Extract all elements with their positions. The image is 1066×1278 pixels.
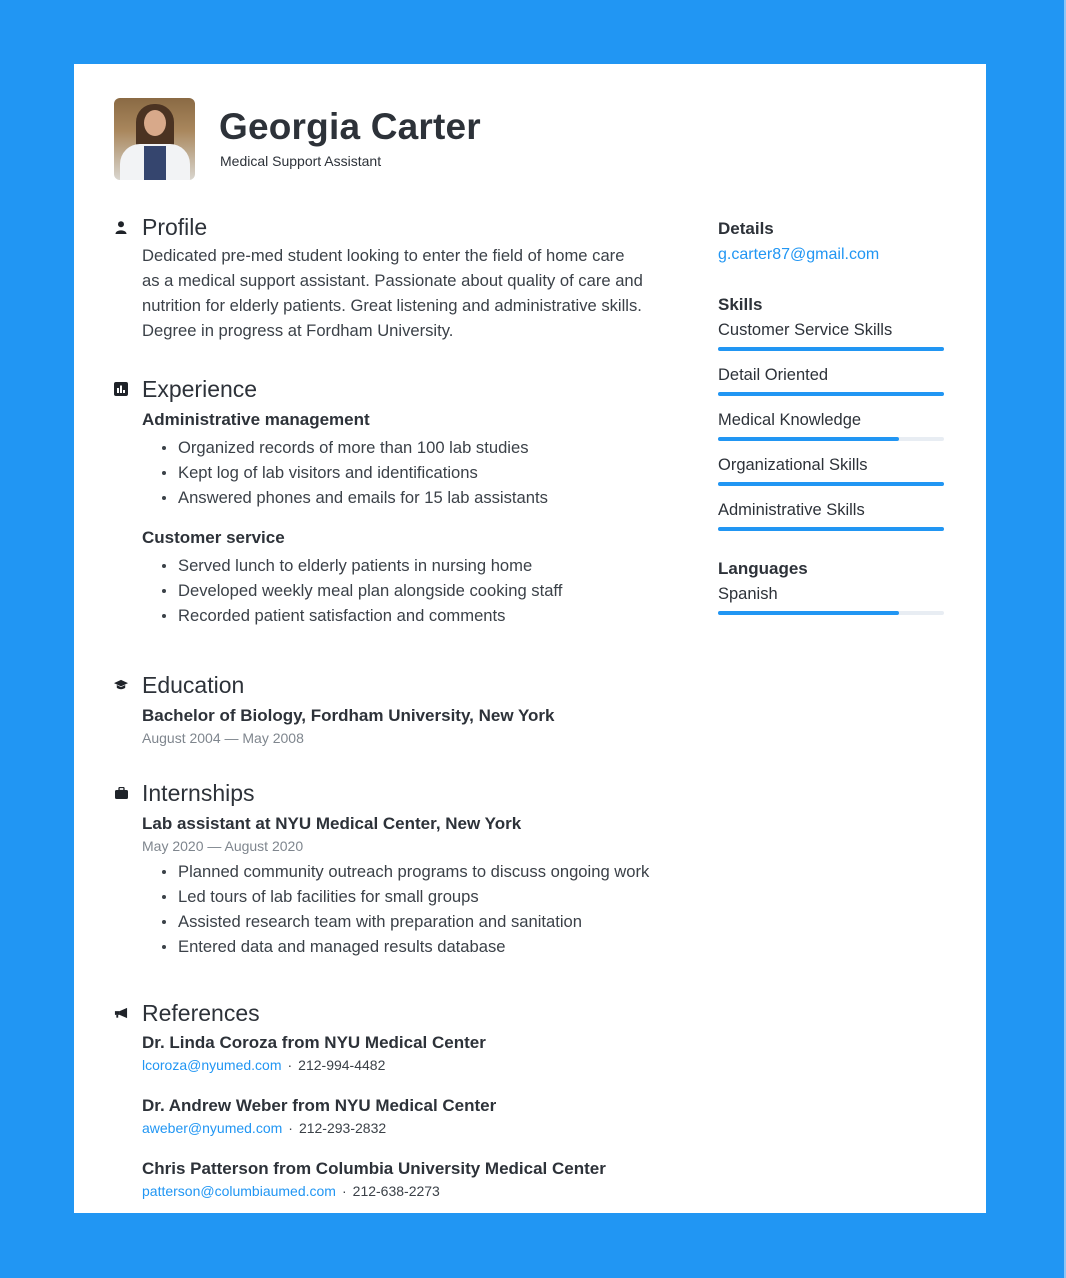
bullet-item: Entered data and managed results database [160, 934, 674, 959]
skill-level-fill [718, 392, 944, 396]
reference-name: Chris Patterson from Columbia University Medical Center [142, 1159, 606, 1178]
graduation-cap-icon [114, 678, 128, 692]
skills-title: Skills [718, 295, 763, 314]
skill-meter [718, 318, 944, 351]
reference-name: Dr. Andrew Weber from NYU Medical Center [142, 1096, 497, 1115]
reference-phone: 212-638-2273 [352, 1183, 440, 1199]
skills-block [718, 293, 944, 531]
skill-level-track [718, 527, 944, 531]
skill-label: Administrative Skills [718, 501, 865, 519]
reference-name: Dr. Linda Coroza from NYU Medical Center [142, 1033, 486, 1052]
separator: · [288, 1120, 293, 1136]
skill-level-track [718, 611, 944, 615]
skill-level-track [718, 482, 944, 486]
job-title: Customer service [142, 528, 285, 547]
skill-level-track [718, 347, 944, 351]
section-title: Profile [142, 214, 208, 240]
skill-level-fill [718, 527, 944, 531]
bullet-item: Kept log of lab visitors and identifications [160, 460, 674, 485]
reference-email-link[interactable]: patterson@columbiaumed.com [142, 1183, 336, 1199]
megaphone-icon [114, 1006, 128, 1020]
reference-phone: 212-293-2832 [298, 1120, 387, 1136]
profile-summary [142, 243, 682, 343]
skill-level-fill [718, 347, 944, 351]
details-block [718, 217, 944, 267]
internship-position: Lab assistant at NYU Medical Center, New York [142, 814, 522, 833]
skill-level-fill [718, 611, 899, 615]
education-section [114, 670, 674, 778]
job-title: Administrative management [142, 410, 370, 429]
skill-label: Spanish [718, 585, 778, 603]
skill-level-fill [718, 482, 944, 486]
degree-title: Bachelor of Biology, Fordham University, New York [142, 706, 555, 725]
summary-line: Degree in progress at Fordham University. [142, 321, 454, 340]
summary-line: Dedicated pre-med student looking to enter the field of home care [142, 246, 625, 265]
internship-dates: May 2020 — August 2020 [142, 838, 304, 854]
reference-phone: 212-994-4482 [298, 1057, 386, 1073]
resume-page [74, 64, 986, 1213]
section-title: Education [142, 672, 245, 698]
separator: · [341, 1183, 347, 1199]
skill-level-fill [718, 437, 899, 441]
reference-contact [142, 1181, 674, 1201]
bullet-item: Assisted research team with preparation and sanitation [160, 909, 674, 934]
separator: · [287, 1057, 293, 1073]
bullet-item: Served lunch to elderly patients in nursing home [160, 553, 674, 578]
candidate-role: Medical Support Assistant [220, 153, 382, 169]
skill-label: Medical Knowledge [718, 411, 862, 429]
reference-item [114, 1156, 674, 1201]
skill-label: Detail Oriented [718, 366, 829, 384]
summary-line: nutrition for elderly patients. Great listening and administrative skills. [142, 296, 642, 315]
section-title: Internships [142, 780, 255, 806]
job-bullets [114, 553, 674, 628]
internship-bullets [114, 859, 674, 959]
section-title: References [142, 1000, 260, 1026]
languages-block [718, 557, 944, 615]
profile-photo [114, 98, 195, 180]
bullet-item: Answered phones and emails for 15 lab assistants [160, 485, 674, 510]
reference-email-link[interactable]: lcoroza@nyumed.com [142, 1057, 282, 1073]
job-bullets [114, 435, 674, 510]
profile-section [114, 212, 674, 362]
bullet-item: Recorded patient satisfaction and comments [160, 603, 674, 628]
reference-contact [142, 1055, 674, 1075]
reference-item [114, 1030, 674, 1075]
internships-section [114, 778, 674, 998]
bar-chart-icon [114, 382, 128, 396]
experience-section [114, 374, 674, 670]
skill-meter [718, 498, 944, 531]
skill-level-track [718, 437, 944, 441]
skills-list [718, 318, 944, 531]
bullet-item: Organized records of more than 100 lab studies [160, 435, 674, 460]
email-link[interactable]: g.carter87@gmail.com [718, 246, 880, 263]
bullet-item: Developed weekly meal plan alongside cooking staff [160, 578, 674, 603]
languages-title: Languages [718, 559, 808, 578]
skill-level-track [718, 392, 944, 396]
reference-contact [142, 1118, 674, 1138]
languages-list [718, 582, 944, 615]
reference-email-link[interactable]: aweber@nyumed.com [142, 1120, 283, 1136]
skill-meter [718, 453, 944, 486]
candidate-name: Georgia Carter [219, 106, 481, 147]
skill-meter [718, 363, 944, 396]
details-title: Details [718, 219, 774, 238]
references-section [114, 998, 674, 1201]
person-icon [114, 220, 128, 234]
reference-item [114, 1093, 674, 1138]
summary-line: as a medical support assistant. Passionate about quality of care and [142, 271, 643, 290]
sidebar [718, 217, 944, 615]
education-dates: August 2004 — May 2008 [142, 730, 304, 746]
bullet-item: Led tours of lab facilities for small groups [160, 884, 674, 909]
skill-meter [718, 408, 944, 441]
section-title: Experience [142, 376, 258, 402]
skill-label: Organizational Skills [718, 456, 868, 474]
main-column [114, 212, 674, 1201]
skill-meter [718, 582, 944, 615]
briefcase-icon [114, 786, 128, 800]
skill-label: Customer Service Skills [718, 321, 893, 339]
bullet-item: Planned community outreach programs to discuss ongoing work [160, 859, 674, 884]
